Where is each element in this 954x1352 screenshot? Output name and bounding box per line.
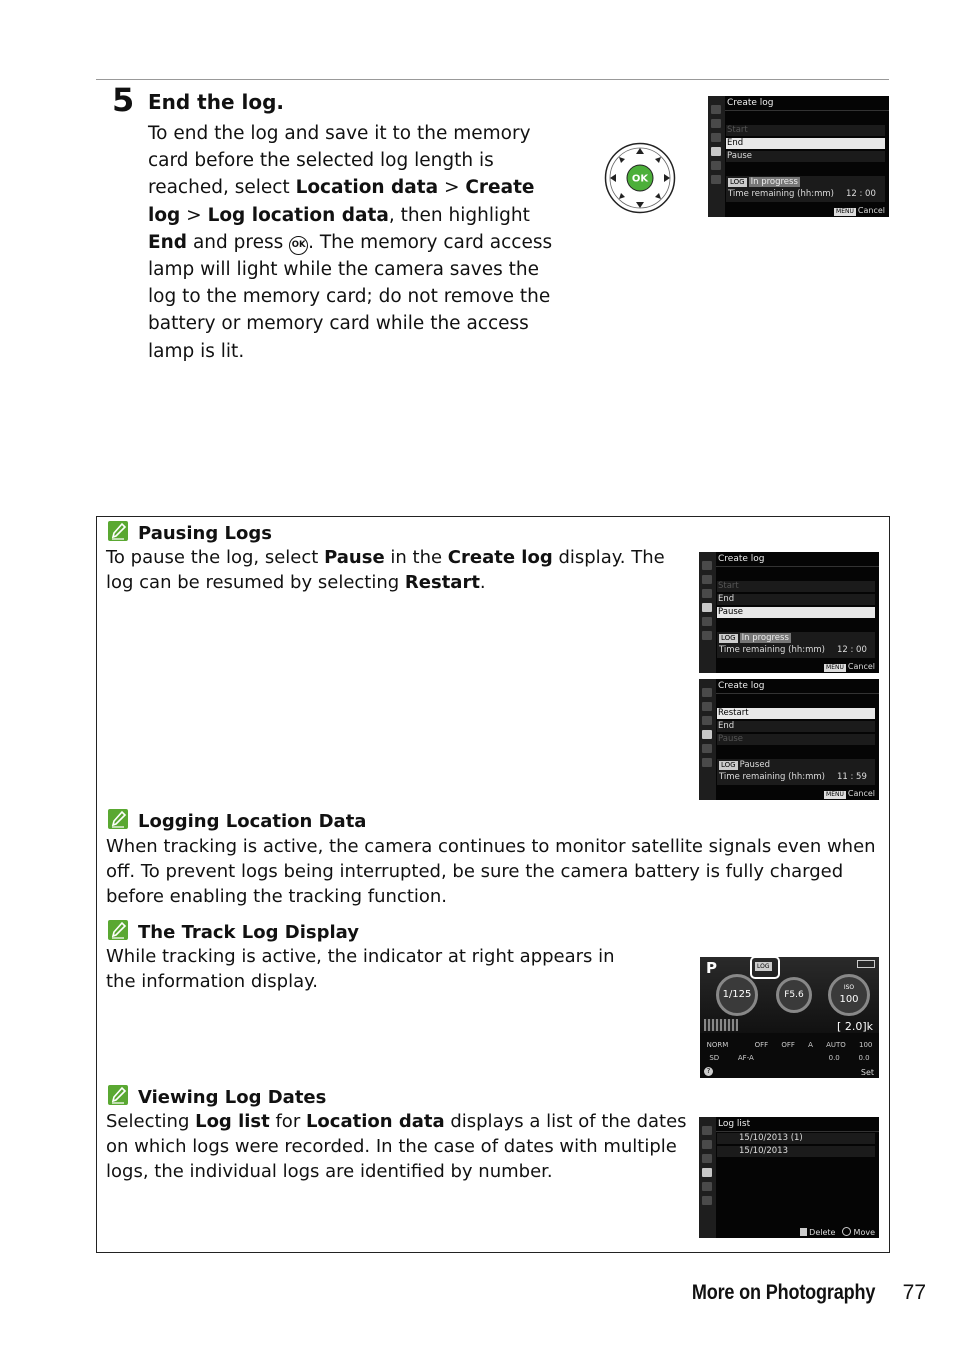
retouch-menu-icon bbox=[702, 617, 712, 626]
info-row-1: NORM OFF OFF A AUTO 100 bbox=[706, 1041, 873, 1049]
create-log-screen-paused bbox=[699, 679, 879, 800]
shooting-menu-icon bbox=[711, 119, 721, 128]
cancel-hint: MENU Cancel bbox=[836, 206, 885, 215]
ok-button-icon: OK bbox=[289, 236, 308, 255]
shutter-speed-dial: 1/125 bbox=[716, 974, 758, 1016]
custom-settings-icon bbox=[702, 716, 712, 725]
shooting-menu-icon bbox=[702, 702, 712, 711]
retouch-menu-icon bbox=[711, 161, 721, 170]
log-list-screen bbox=[699, 1117, 879, 1238]
top-rule bbox=[96, 79, 889, 80]
menu-button-icon: MENU bbox=[826, 664, 844, 671]
multi-selector-icon bbox=[604, 142, 676, 214]
time-remaining-label: Time remaining (hh:mm) bbox=[719, 772, 825, 782]
log-status: Paused bbox=[739, 760, 770, 770]
log-list-hints: Delete Move bbox=[800, 1227, 875, 1237]
information-display-screen bbox=[700, 957, 879, 1078]
create-log-screen-top bbox=[708, 96, 889, 217]
menu-sidebar bbox=[708, 96, 725, 217]
log-badge: LOG bbox=[730, 178, 745, 186]
multi-selector-small-icon bbox=[842, 1227, 851, 1236]
pencil-note-icon bbox=[108, 1085, 128, 1105]
setup-menu-icon bbox=[702, 603, 712, 612]
menu-sidebar bbox=[699, 679, 716, 800]
custom-settings-icon bbox=[702, 1154, 712, 1163]
log-badge: LOG bbox=[721, 761, 736, 769]
playback-menu-icon bbox=[702, 561, 712, 570]
note-title-viewing: Viewing Log Dates bbox=[138, 1087, 327, 1108]
trash-icon bbox=[800, 1228, 807, 1236]
menu-item-start[interactable]: Start bbox=[717, 581, 875, 592]
my-menu-icon bbox=[702, 758, 712, 767]
aperture-dial: F5.6 bbox=[776, 977, 812, 1013]
shooting-menu-icon bbox=[702, 1140, 712, 1149]
my-menu-icon bbox=[702, 1196, 712, 1205]
time-remaining-label: Time remaining (hh:mm) bbox=[719, 645, 825, 655]
shots-remaining: [ 2.0]k bbox=[837, 1020, 873, 1033]
log-status-panel bbox=[726, 176, 885, 202]
menu-button-icon: MENU bbox=[826, 791, 844, 798]
menu-item-end[interactable]: End bbox=[726, 138, 885, 149]
log-status: In progress bbox=[741, 633, 789, 643]
time-remaining-label: Time remaining (hh:mm) bbox=[728, 189, 834, 199]
my-menu-icon bbox=[711, 175, 721, 184]
step-body: To end the log and save it to the memory card before the selected log length is reached, select Location data > Create log > Log location data, then highlight End and press OK . The memory card access lamp will light while the camera saves the log to the memory card; do not remove the battery or memory card while the access lamp is lit. bbox=[148, 123, 553, 362]
note-title-logging: Logging Location Data bbox=[138, 811, 367, 832]
log-status: In progress bbox=[750, 177, 798, 187]
menu-button-icon: MENU bbox=[836, 208, 854, 215]
help-icon: ? bbox=[704, 1067, 713, 1076]
screen-title: Log list bbox=[718, 1119, 751, 1129]
info-row-2: SD AF-A 0.0 0.0 bbox=[709, 1054, 870, 1062]
step-title: End the log. bbox=[148, 90, 285, 114]
retouch-menu-icon bbox=[702, 1182, 712, 1191]
step-number: 5 bbox=[112, 81, 135, 119]
playback-menu-icon bbox=[702, 1126, 712, 1135]
set-hint: Set bbox=[860, 1068, 874, 1077]
playback-menu-icon bbox=[711, 105, 721, 114]
menu-sidebar bbox=[699, 1117, 716, 1238]
menu-item-start[interactable]: Start bbox=[726, 125, 885, 136]
menu-item-end[interactable]: End bbox=[717, 594, 875, 605]
pencil-note-icon bbox=[108, 920, 128, 940]
menu-item-pause[interactable]: Pause bbox=[717, 734, 875, 745]
custom-settings-icon bbox=[702, 589, 712, 598]
menu-item-end[interactable]: End bbox=[717, 721, 875, 732]
iso-dial: ISO 100 bbox=[828, 974, 870, 1016]
log-badge: LOG bbox=[721, 634, 736, 642]
battery-icon bbox=[857, 960, 875, 968]
shooting-menu-icon bbox=[702, 575, 712, 584]
log-list-item[interactable]: 15/10/2013 (1) bbox=[717, 1133, 875, 1144]
screen-title: Create log bbox=[718, 681, 765, 691]
log-list-item[interactable]: 15/10/2013 bbox=[717, 1146, 875, 1157]
exposure-mode: P bbox=[706, 959, 717, 977]
menu-item-pause[interactable]: Pause bbox=[717, 607, 875, 618]
log-indicator: LOG bbox=[757, 963, 770, 970]
note-text-viewing: Selecting Log list for Location data displays a list of the dates on which logs were recorded. In the case of dates with multiple logs, the individual logs are identified by number. bbox=[106, 1111, 687, 1182]
note-text-logging: When tracking is active, the camera continues to monitor satellite signals even when off. To prevent logs being interrupted, be sure the camera battery is fully charged before enabling the tracking function. bbox=[106, 836, 876, 907]
note-title-pausing: Pausing Logs bbox=[138, 523, 272, 544]
note-text-pausing: To pause the log, select Pause in the Create log display. The log can be resumed by selecting Restart. bbox=[106, 547, 665, 593]
pencil-note-icon bbox=[108, 521, 128, 541]
setup-menu-icon bbox=[711, 147, 721, 156]
cancel-hint: MENU Cancel bbox=[826, 662, 875, 671]
time-remaining-value: 12 : 00 bbox=[845, 189, 876, 199]
svg-text:OK: OK bbox=[631, 173, 649, 185]
exposure-meter bbox=[704, 1019, 738, 1031]
time-remaining-value: 12 : 00 bbox=[836, 645, 867, 655]
retouch-menu-icon bbox=[702, 744, 712, 753]
setup-menu-icon bbox=[702, 1168, 712, 1177]
screen-title: Create log bbox=[718, 554, 765, 564]
log-status-panel bbox=[717, 759, 875, 785]
my-menu-icon bbox=[702, 631, 712, 640]
menu-item-pause[interactable]: Pause bbox=[726, 151, 885, 162]
page-number: 77 bbox=[902, 1281, 926, 1304]
setup-menu-icon bbox=[702, 730, 712, 739]
menu-item-restart[interactable]: Restart bbox=[717, 708, 875, 719]
note-title-track: The Track Log Display bbox=[138, 922, 359, 943]
screen-title: Create log bbox=[727, 98, 774, 108]
footer-section-title: More on Photography bbox=[691, 1281, 875, 1304]
playback-menu-icon bbox=[702, 688, 712, 697]
log-indicator-highlight bbox=[750, 957, 780, 979]
custom-settings-icon bbox=[711, 133, 721, 142]
pencil-note-icon bbox=[108, 809, 128, 829]
note-text-track: While tracking is active, the indicator at right appears in the information display. bbox=[106, 946, 615, 992]
cancel-hint: MENU Cancel bbox=[826, 789, 875, 798]
time-remaining-value: 11 : 59 bbox=[836, 772, 867, 782]
menu-sidebar bbox=[699, 552, 716, 673]
log-status-panel bbox=[717, 632, 875, 658]
create-log-screen-inprogress bbox=[699, 552, 879, 673]
